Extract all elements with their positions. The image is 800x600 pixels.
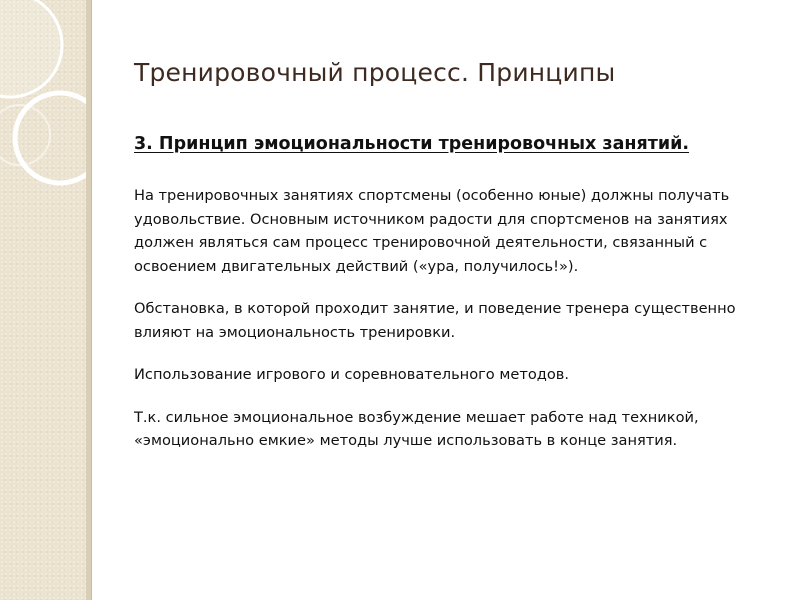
decorative-side-band xyxy=(0,0,88,600)
paragraph-environment: Обстановка, в которой проходит занятие, и поведение тренера существенно влияют на эмоциональность тренировки. xyxy=(134,300,736,341)
paragraph-timing: Т.к. сильное эмоциональное возбуждение мешает работе над техникой, «эмоционально емкие» методы лучше использовать в конце занятия. xyxy=(134,408,699,449)
paragraph-enjoyment: На тренировочных занятиях спортсмены (особенно юные) должны получать удовольствие. Основным источником радости для спортсменов на занятиях должен являться сам процесс тренировочной деятельности, связанный с освоением двигательных действий («ура, получилось!»). xyxy=(134,187,730,275)
decorative-side-edge xyxy=(86,0,92,600)
principle-heading: 3. Принцип эмоциональности тренировочных занятий. xyxy=(134,134,690,154)
decorative-circles xyxy=(0,0,88,600)
decorative-circle-small xyxy=(0,105,50,165)
slide-content xyxy=(134,132,774,472)
slide-title: Тренировочный процесс. Принципы xyxy=(134,58,616,87)
decorative-circle-large xyxy=(0,0,62,97)
paragraph-methods: Использование игрового и соревновательного методов. xyxy=(134,366,570,383)
